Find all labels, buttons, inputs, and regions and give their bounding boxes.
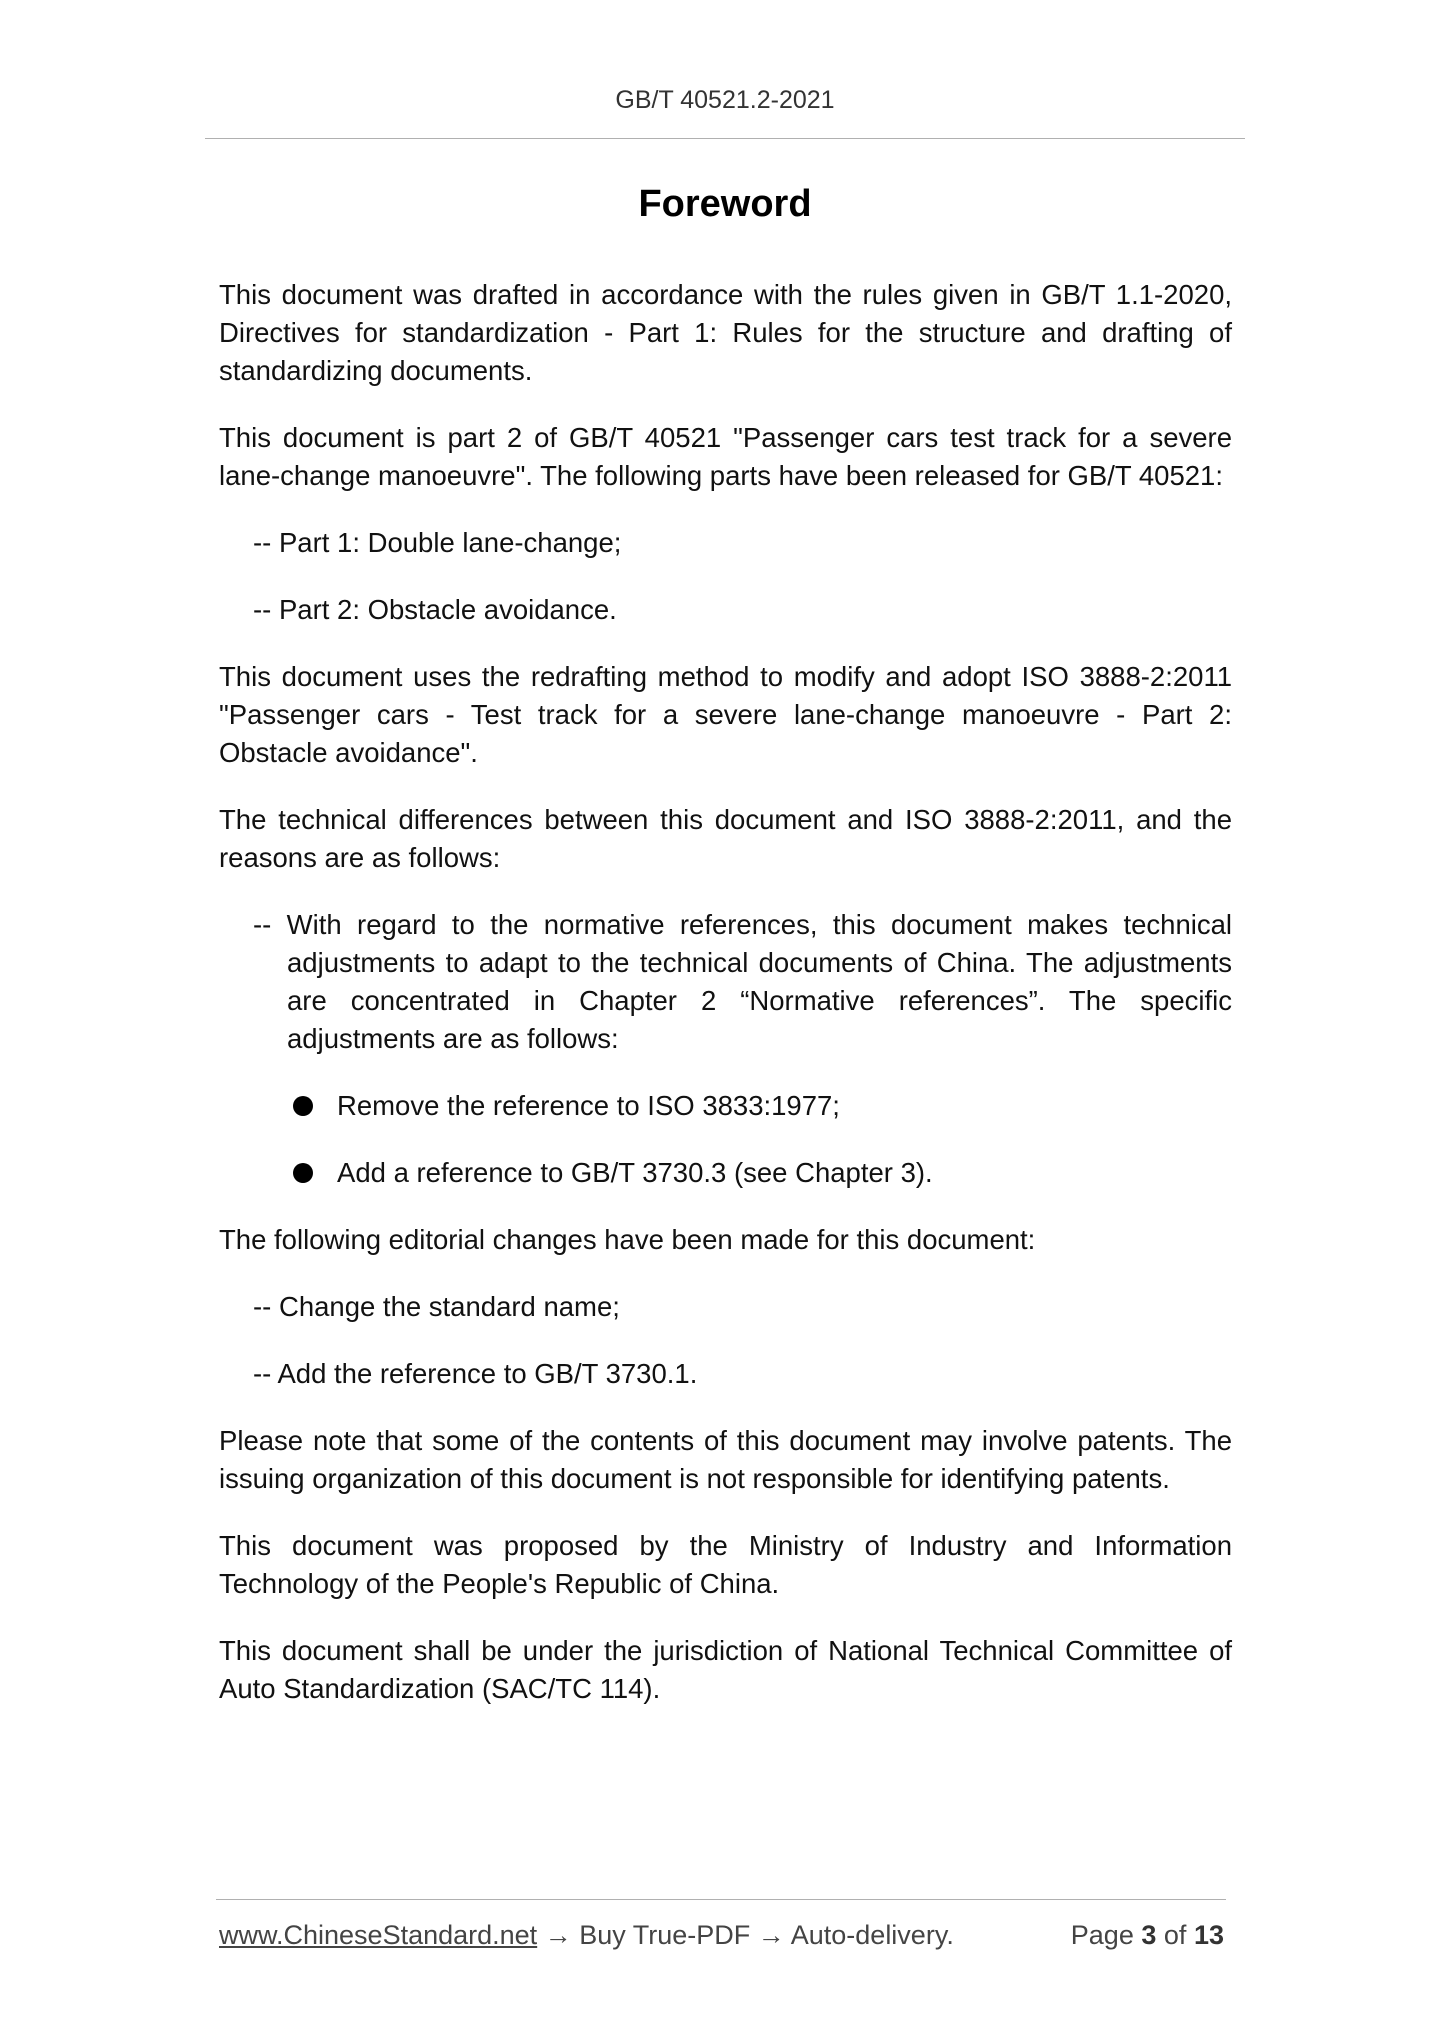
paragraph-part-info: This document is part 2 of GB/T 40521 "Passenger cars test track for a severe lane-change manoeuvre". The following parts have been released for GB/T 40521: <box>219 422 1232 491</box>
page-word: Page <box>1070 1920 1134 1950</box>
document-body <box>219 276 1232 1737</box>
paragraph-editorial-changes: The following editorial changes have been made for this document: <box>219 1224 1036 1255</box>
website-link[interactable]: www.ChineseStandard.net <box>219 1920 538 1950</box>
list-item-part-1: -- Part 1: Double lane-change; <box>253 527 622 558</box>
bullet-dot-icon <box>293 1096 313 1116</box>
footer-divider <box>216 1899 1226 1900</box>
list-item-add-reference: -- Add the reference to GB/T 3730.1. <box>253 1358 698 1389</box>
page-title: Foreword <box>638 183 812 225</box>
bullet-item-remove-reference <box>293 1087 1232 1125</box>
paragraph-redrafting-method: This document uses the redrafting method to modify and adopt ISO 3888-2:2011 "Passenger cars - Test track for a severe lane-change manoeuvre - Part 2: Obstacle avoidance". <box>219 661 1232 768</box>
paragraph-drafting-rules: This document was drafted in accordance with the rules given in GB/T 1.1-2020, Directives for standardization - Part 1: Rules for the structure and drafting of standardizing documents. <box>219 279 1232 386</box>
page-header: GB/T 40521.2-2021 <box>615 86 835 114</box>
list-item-change-name: -- Change the standard name; <box>253 1291 620 1322</box>
list-item-normative-references: -- With regard to the normative references, this document makes technical adjustments to adapt to the technical documents of China. The adjustments are concentrated in Chapter 2 “Normative references”. The specific adjustments are as follows: <box>253 909 1232 1054</box>
footer-promo-text: → Buy True-PDF → Auto-delivery. <box>537 1920 954 1950</box>
bullet-text: Remove the reference to ISO 3833:1977; <box>337 1090 840 1121</box>
paragraph-patents: Please note that some of the contents of this document may involve patents. The issuing organization of this document is not responsible for identifying patents. <box>219 1425 1232 1494</box>
page-footer <box>219 1920 1224 1951</box>
of-word: of <box>1163 1920 1187 1950</box>
page-total: 13 <box>1193 1920 1224 1950</box>
bullet-item-add-reference <box>293 1154 1232 1192</box>
list-item-part-2: -- Part 2: Obstacle avoidance. <box>253 594 617 625</box>
paragraph-technical-differences: The technical differences between this document and ISO 3888-2:2011, and the reasons are as follows: <box>219 804 1232 873</box>
header-divider <box>205 138 1245 139</box>
paragraph-jurisdiction: This document shall be under the jurisdiction of National Technical Committee of Auto Standardization (SAC/TC 114). <box>219 1635 1232 1704</box>
page-indicator <box>1071 1920 1224 1951</box>
page-number: 3 <box>1141 1920 1157 1950</box>
bullet-text: Add a reference to GB/T 3730.3 (see Chapter 3). <box>337 1157 933 1188</box>
bullet-dot-icon <box>293 1163 313 1183</box>
paragraph-proposed-by: This document was proposed by the Ministry of Industry and Information Technology of the People's Republic of China. <box>219 1530 1232 1599</box>
